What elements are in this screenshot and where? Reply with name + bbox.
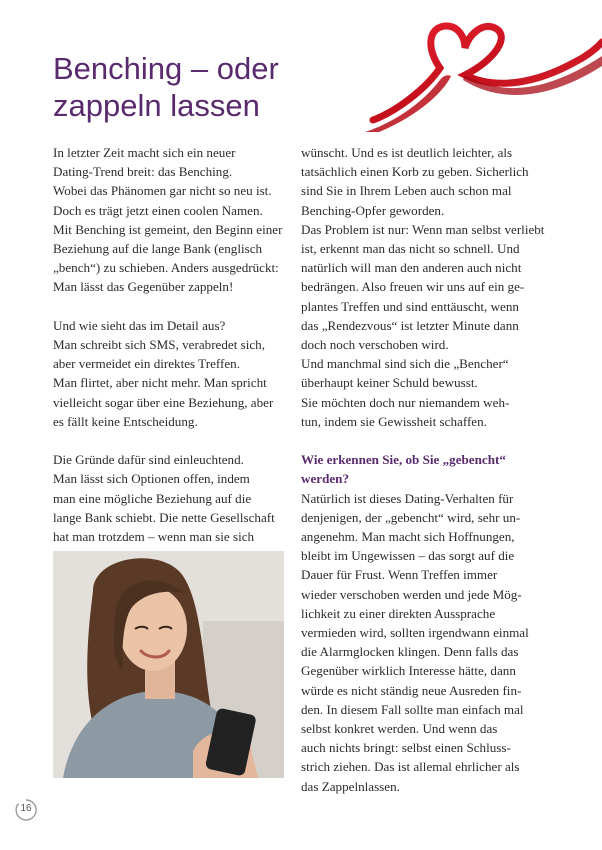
- text-line: Gegenüber wirklich Interesse hätte, dann: [301, 663, 516, 679]
- text-line: das „Rendezvous“ ist letzter Minute dann: [301, 317, 519, 333]
- title-line-2: zappeln lassen: [53, 88, 260, 123]
- text-line: denjenigen, der „gebencht“ wird, sehr un-: [301, 509, 521, 525]
- page-number-text: 16: [20, 803, 32, 814]
- text-line: Dauer für Frust. Wenn Treffen immer: [301, 567, 498, 583]
- text-line: man eine mögliche Beziehung auf die: [53, 490, 252, 506]
- title-line-1: Benching – oder: [53, 51, 279, 86]
- paragraph-gap: [53, 431, 293, 450]
- text-line: Natürlich ist dieses Dating-Verhalten für: [301, 490, 514, 506]
- text-line: Man lässt sich Optionen offen, indem: [53, 471, 250, 487]
- text-line: Dating-Trend breit: das Benching.: [53, 164, 233, 180]
- text-line: Beziehung auf die lange Bank (englisch: [53, 241, 263, 257]
- section-heading: Wie erkennen Sie, ob Sie „gebencht“: [301, 452, 506, 468]
- text-line: Und wie sieht das im Detail aus?: [53, 317, 226, 333]
- text-line: Wobei das Phänomen gar nicht so neu ist.: [53, 183, 272, 199]
- text-line: Benching-Opfer geworden.: [301, 202, 445, 218]
- text-line: tatsächlich einen Korb zu geben. Sicherlich: [301, 164, 529, 180]
- woman-with-phone-photo: [53, 551, 284, 778]
- text-line: wünscht. Und es ist deutlich leichter, als: [301, 145, 513, 160]
- heart-ribbon-icon: [365, 20, 602, 140]
- text-line: vermieden wird, sollten irgendwann einmal: [301, 625, 529, 641]
- text-line: doch noch verschoben wird.: [301, 337, 449, 353]
- text-line: plantes Treffen und sind enttäuscht, wenn: [301, 298, 519, 314]
- text-line: Mit Benching ist gemeint, den Beginn einer: [53, 221, 283, 237]
- text-line: Sie möchten doch nur niemandem weh-: [301, 394, 510, 410]
- text-line: Doch es trägt jetzt einen coolen Namen.: [53, 202, 263, 218]
- text-line: „bench“) zu schieben. Anders ausgedrückt:: [53, 260, 279, 276]
- text-line: Das Problem ist nur: Wenn man selbst verliebt: [301, 221, 545, 237]
- text-line: sind Sie in Ihrem Leben auch schon mal: [301, 183, 512, 199]
- text-line: den. In diesem Fall sollte man einfach mal: [301, 701, 524, 717]
- text-line: bleibt im Ungewissen – das sorgt auf die: [301, 548, 515, 564]
- paragraph-gap: [53, 297, 293, 316]
- paragraph-gap: [301, 431, 545, 450]
- text-line: In letzter Zeit macht sich ein neuer: [53, 145, 236, 160]
- text-line: vielleicht sogar über eine Beziehung, aber: [53, 394, 274, 410]
- text-line: es fällt keine Entscheidung.: [53, 413, 198, 429]
- text-line: ist, erkennt man das nicht so schnell. Und: [301, 241, 520, 257]
- text-line: würde es nicht ständig neue Ausreden fin-: [301, 682, 522, 698]
- text-line: aber vermeidet ein direktes Treffen.: [53, 356, 241, 372]
- page-number: [14, 798, 38, 822]
- text-line: strich ziehen. Das ist allemal ehrlicher als: [301, 759, 520, 775]
- text-line: Man schreibt sich SMS, verabredet sich,: [53, 337, 265, 353]
- photo-illustration-icon: [53, 551, 284, 778]
- left-column: [53, 143, 293, 546]
- text-line: wieder verschoben werden und jede Mög-: [301, 586, 522, 602]
- text-line: hat man trotzdem – wenn man sie sich: [53, 529, 255, 545]
- text-line: Und manchmal sind sich die „Bencher“: [301, 356, 509, 372]
- text-line: die Alarmglocken klingen. Denn falls das: [301, 644, 519, 660]
- text-line: angenehm. Man macht sich Hoffnungen,: [301, 529, 515, 545]
- section-heading: werden?: [301, 471, 350, 487]
- text-line: Man flirtet, aber nicht mehr. Man spricht: [53, 375, 267, 391]
- right-column: [301, 143, 545, 796]
- text-line: selbst konkret werden. Und wenn das: [301, 721, 498, 737]
- text-line: lichkeit zu einer direkten Aussprache: [301, 605, 496, 621]
- text-line: Man lässt das Gegenüber zappeln!: [53, 279, 234, 295]
- text-line: tun, indem sie Gewissheit schaffen.: [301, 413, 487, 429]
- text-line: das Zappelnlassen.: [301, 778, 400, 794]
- text-line: lange Bank schiebt. Die nette Gesellschaft: [53, 509, 275, 525]
- text-line: natürlich will man den anderen auch nicht: [301, 260, 522, 276]
- page-title: [53, 50, 353, 124]
- text-line: überhaupt keiner Schuld bewusst.: [301, 375, 478, 391]
- text-line: bedrängen. Also freuen wir uns auf ein ge-: [301, 279, 525, 295]
- text-line: auch nichts bringt: selbst einen Schluss-: [301, 740, 511, 756]
- text-line: Die Gründe dafür sind einleuchtend.: [53, 452, 244, 468]
